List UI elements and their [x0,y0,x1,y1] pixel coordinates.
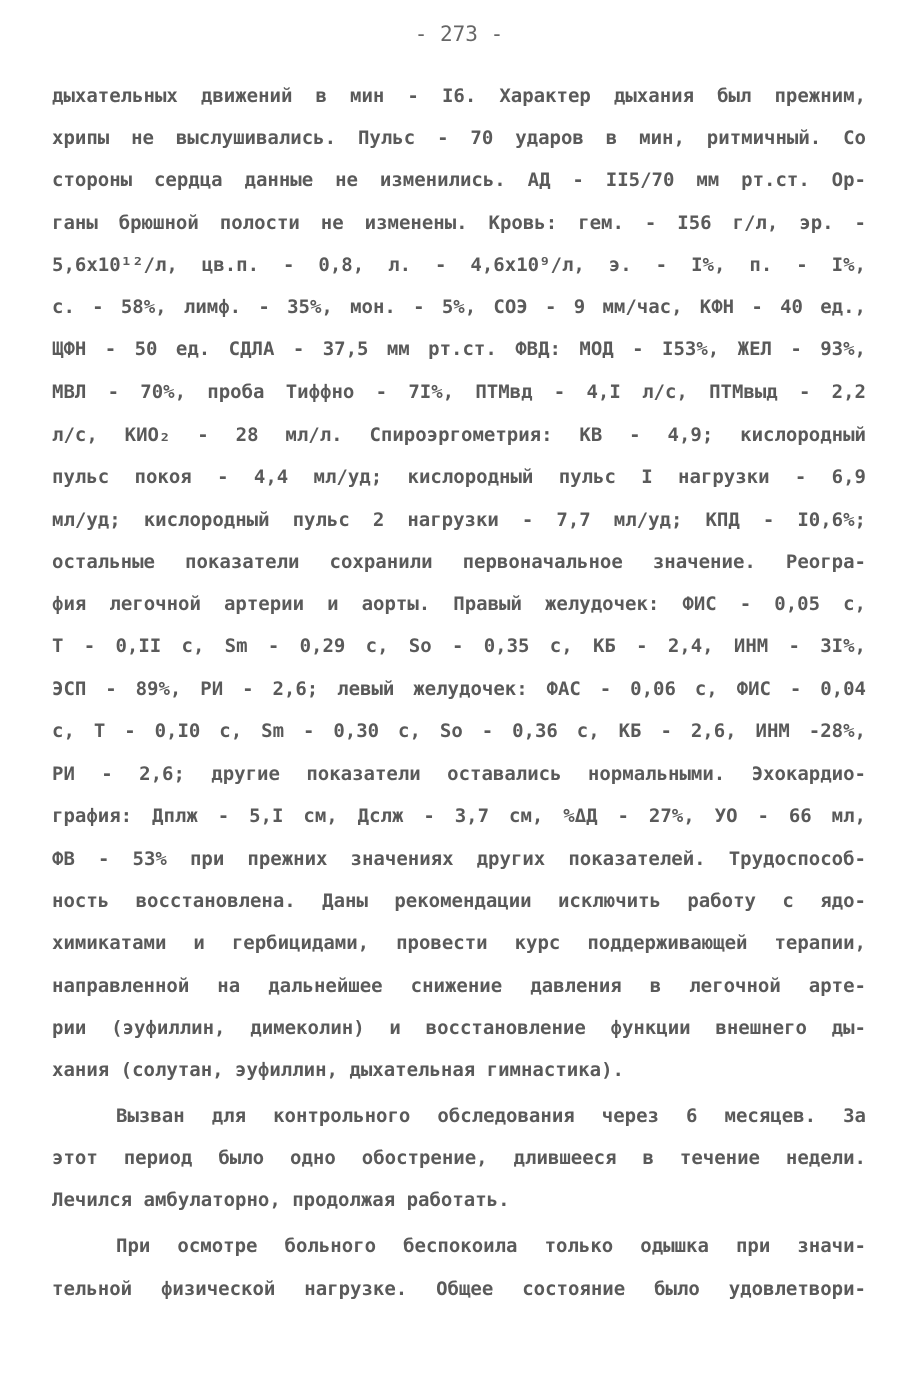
text-line: тельной физической нагрузке. Общее состояние было удовлетвори- [52,1278,866,1300]
text-line: МВЛ - 70%, проба Тиффно - 7I%, ПТМвд - 4,I л/с, ПТМвыд - 2,2 [52,381,866,403]
text-line: ЭСП - 89%, РИ - 2,6; левый желудочек: ФАС - 0,06 с, ФИС - 0,04 [52,678,866,700]
text-line: стороны сердца данные не изменились. АД - II5/70 мм рт.ст. Ор- [52,169,866,191]
text-line: РИ - 2,6; другие показатели оставались нормальными. Эхокардио- [52,763,866,785]
text-line: ность восстановлена. Даны рекомендации исключить работу с ядо- [52,890,866,912]
text-line: Лечился амбулаторно, продолжая работать. [52,1189,510,1211]
text-line: направленной на дальнейшее снижение давления в легочной арте- [52,975,866,997]
text-line: графия: Дплж - 5,I см, Дслж - 3,7 см, %ΔД - 27%, УО - 66 мл, [52,805,866,827]
text-line: дыхательных движений в мин - I6. Характер дыхания был прежним, [52,85,866,107]
text-line: л/с, КИО₂ - 28 мл/л. Спироэргометрия: КВ - 4,9; кислородный [52,424,866,446]
text-line: Вызван для контрольного обследования через 6 месяцев. За [116,1105,866,1127]
text-line: ЩФН - 50 ед. СДЛА - 37,5 мм рт.ст. ФВД: МОД - I53%, ЖЕЛ - 93%, [52,338,866,360]
text-line: с. - 58%, лимф. - 35%, мон. - 5%, СОЭ - 9 мм/час, КФН - 40 ед., [52,296,866,318]
text-line: пульс покоя - 4,4 мл/уд; кислородный пульс I нагрузки - 6,9 [52,466,866,488]
text-line: Т - 0,II с, Sm - 0,29 с, So - 0,35 с, КБ - 2,4, ИНМ - 3I%, [52,635,866,657]
text-line: 5,6x10¹²/л, цв.п. - 0,8, л. - 4,6x10⁹/л, э. - I%, п. - I%, [52,254,866,276]
text-line: фия легочной артерии и аорты. Правый желудочек: ФИС - 0,05 с, [52,593,866,615]
text-line: хрипы не выслушивались. Пульс - 70 ударов в мин, ритмичный. Со [52,127,866,149]
text-line: мл/уд; кислородный пульс 2 нагрузки - 7,7 мл/уд; КПД - I0,6%; [52,509,866,531]
text-line: ганы брюшной полости не изменены. Кровь: гем. - I56 г/л, эр. - [52,212,866,234]
text-line: ФВ - 53% при прежних значениях других показателей. Трудоспособ- [52,848,866,870]
text-line: химикатами и гербицидами, провести курс поддерживающей терапии, [52,932,866,954]
page-number: - 273 - [414,22,504,46]
text-line: хания (солутан, эуфиллин, дыхательная гимнастика). [52,1059,624,1081]
text-line: остальные показатели сохранили первоначальное значение. Реогра- [52,551,866,573]
text-line: с, Т - 0,I0 с, Sm - 0,30 с, So - 0,36 с, КБ - 2,6, ИНМ -28%, [52,720,866,742]
text-line: При осмотре больного беспокоила только одышка при значи- [116,1235,866,1257]
text-line: этот период было одно обострение, длившееся в течение недели. [52,1147,866,1169]
text-line: рии (эуфиллин, димеколин) и восстановление функции внешнего ды- [52,1017,866,1039]
